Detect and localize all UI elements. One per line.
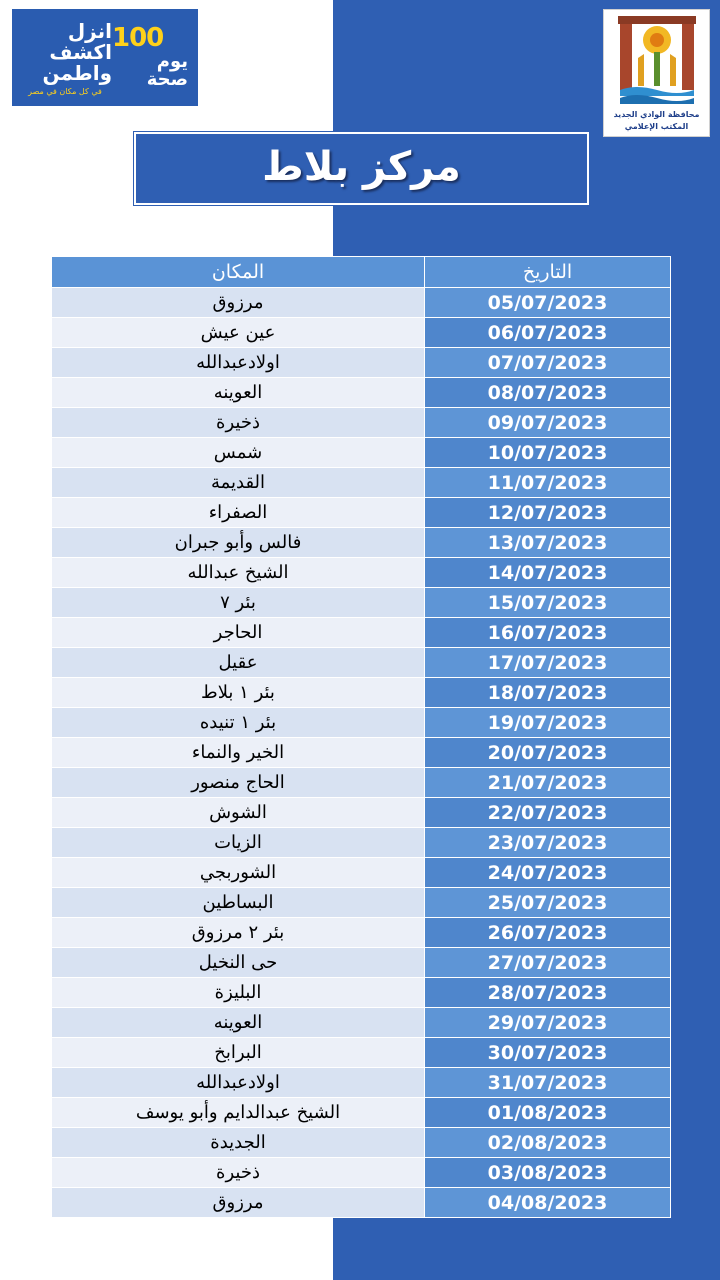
campaign-number-text: 100 bbox=[112, 23, 164, 53]
place-cell: بئر ١ تنيده bbox=[52, 708, 425, 738]
table-row bbox=[52, 1008, 671, 1038]
campaign-slogan bbox=[36, 21, 112, 84]
date-cell: 13/07/2023 bbox=[425, 528, 671, 558]
table-row bbox=[52, 948, 671, 978]
campaign-logo bbox=[12, 9, 198, 106]
place-cell: عقيل bbox=[52, 648, 425, 678]
place-cell: اولادعبدالله bbox=[52, 348, 425, 378]
page-title-box bbox=[134, 132, 589, 205]
place-cell: بئر ٢ مرزوق bbox=[52, 918, 425, 948]
date-cell: 26/07/2023 bbox=[425, 918, 671, 948]
slogan-line: انزل bbox=[67, 19, 112, 43]
table-row bbox=[52, 318, 671, 348]
date-cell: 14/07/2023 bbox=[425, 558, 671, 588]
date-cell: 05/07/2023 bbox=[425, 288, 671, 318]
table-row bbox=[52, 978, 671, 1008]
table-row bbox=[52, 378, 671, 408]
campaign-name bbox=[120, 53, 188, 89]
schedule-table bbox=[51, 256, 671, 1218]
date-cell: 30/07/2023 bbox=[425, 1038, 671, 1068]
table-row bbox=[52, 1158, 671, 1188]
place-cell: العوينه bbox=[52, 1008, 425, 1038]
table-row bbox=[52, 708, 671, 738]
place-cell: شمس bbox=[52, 438, 425, 468]
table-row bbox=[52, 858, 671, 888]
place-cell: بئر ١ بلاط bbox=[52, 678, 425, 708]
date-cell: 08/07/2023 bbox=[425, 378, 671, 408]
table-row bbox=[52, 918, 671, 948]
table-row bbox=[52, 678, 671, 708]
table-row bbox=[52, 888, 671, 918]
place-cell: العوينه bbox=[52, 378, 425, 408]
date-cell: 17/07/2023 bbox=[425, 648, 671, 678]
date-cell: 24/07/2023 bbox=[425, 858, 671, 888]
governorate-emblem-icon bbox=[616, 14, 698, 108]
date-cell: 03/08/2023 bbox=[425, 1158, 671, 1188]
date-cell: 29/07/2023 bbox=[425, 1008, 671, 1038]
table-row bbox=[52, 588, 671, 618]
table-row bbox=[52, 1188, 671, 1218]
table-row bbox=[52, 648, 671, 678]
place-cell: بئر ٧ bbox=[52, 588, 425, 618]
place-cell: الجديدة bbox=[52, 1128, 425, 1158]
place-cell: مرزوق bbox=[52, 288, 425, 318]
place-cell: الشيخ عبدالله bbox=[52, 558, 425, 588]
date-cell: 28/07/2023 bbox=[425, 978, 671, 1008]
campaign-number bbox=[112, 23, 163, 53]
date-cell: 25/07/2023 bbox=[425, 888, 671, 918]
date-cell: 23/07/2023 bbox=[425, 828, 671, 858]
date-cell: 21/07/2023 bbox=[425, 768, 671, 798]
campaign-tagline: في كل مكان في مصر bbox=[28, 87, 102, 96]
place-cell: القديمة bbox=[52, 468, 425, 498]
place-cell: حى النخيل bbox=[52, 948, 425, 978]
date-column-header: التاريخ bbox=[425, 257, 671, 288]
campaign-name-line: صحة bbox=[146, 69, 188, 90]
table-row bbox=[52, 468, 671, 498]
date-cell: 10/07/2023 bbox=[425, 438, 671, 468]
date-cell: 12/07/2023 bbox=[425, 498, 671, 528]
place-cell: الشيخ عبدالدايم وأبو يوسف bbox=[52, 1098, 425, 1128]
place-cell: الحاج منصور bbox=[52, 768, 425, 798]
place-cell: اولادعبدالله bbox=[52, 1068, 425, 1098]
place-cell: البليزة bbox=[52, 978, 425, 1008]
date-cell: 27/07/2023 bbox=[425, 948, 671, 978]
date-cell: 04/08/2023 bbox=[425, 1188, 671, 1218]
page-title: مركز بلاط bbox=[262, 144, 461, 190]
table-row bbox=[52, 768, 671, 798]
place-cell: عين عيش bbox=[52, 318, 425, 348]
table-row bbox=[52, 528, 671, 558]
governorate-logo bbox=[603, 9, 710, 137]
campaign-name-line: يوم bbox=[156, 51, 188, 72]
date-cell: 09/07/2023 bbox=[425, 408, 671, 438]
place-cell: ذخيرة bbox=[52, 408, 425, 438]
governorate-name: محافظة الوادي الجديد bbox=[613, 110, 700, 119]
date-cell: 20/07/2023 bbox=[425, 738, 671, 768]
date-cell: 06/07/2023 bbox=[425, 318, 671, 348]
date-cell: 16/07/2023 bbox=[425, 618, 671, 648]
place-cell: الشوش bbox=[52, 798, 425, 828]
table-row bbox=[52, 1128, 671, 1158]
date-cell: 01/08/2023 bbox=[425, 1098, 671, 1128]
date-cell: 18/07/2023 bbox=[425, 678, 671, 708]
place-cell: فالس وأبو جبران bbox=[52, 528, 425, 558]
table-row bbox=[52, 1068, 671, 1098]
date-cell: 15/07/2023 bbox=[425, 588, 671, 618]
table-row bbox=[52, 348, 671, 378]
place-cell: الصفراء bbox=[52, 498, 425, 528]
table-row bbox=[52, 798, 671, 828]
table-row bbox=[52, 828, 671, 858]
place-cell: الحاجر bbox=[52, 618, 425, 648]
place-cell: الشوربجي bbox=[52, 858, 425, 888]
table-row bbox=[52, 288, 671, 318]
table-row bbox=[52, 408, 671, 438]
date-cell: 11/07/2023 bbox=[425, 468, 671, 498]
date-cell: 31/07/2023 bbox=[425, 1068, 671, 1098]
table-body bbox=[52, 288, 671, 1218]
table-row bbox=[52, 738, 671, 768]
slogan-line: واطمن bbox=[42, 61, 112, 85]
place-cell: البرابخ bbox=[52, 1038, 425, 1068]
media-office-label: المكتب الإعلامي bbox=[624, 122, 689, 131]
table-row bbox=[52, 618, 671, 648]
table-header-row bbox=[52, 257, 671, 288]
table-row bbox=[52, 1038, 671, 1068]
date-cell: 19/07/2023 bbox=[425, 708, 671, 738]
place-cell: مرزوق bbox=[52, 1188, 425, 1218]
table-row bbox=[52, 1098, 671, 1128]
date-cell: 07/07/2023 bbox=[425, 348, 671, 378]
slogan-line: اكشف bbox=[49, 40, 112, 64]
table-row bbox=[52, 498, 671, 528]
table-row bbox=[52, 558, 671, 588]
place-cell: الزيات bbox=[52, 828, 425, 858]
place-column-header: المكان bbox=[52, 257, 425, 288]
place-cell: البساطين bbox=[52, 888, 425, 918]
place-cell: ذخيرة bbox=[52, 1158, 425, 1188]
date-cell: 22/07/2023 bbox=[425, 798, 671, 828]
table-row bbox=[52, 438, 671, 468]
place-cell: الخير والنماء bbox=[52, 738, 425, 768]
date-cell: 02/08/2023 bbox=[425, 1128, 671, 1158]
